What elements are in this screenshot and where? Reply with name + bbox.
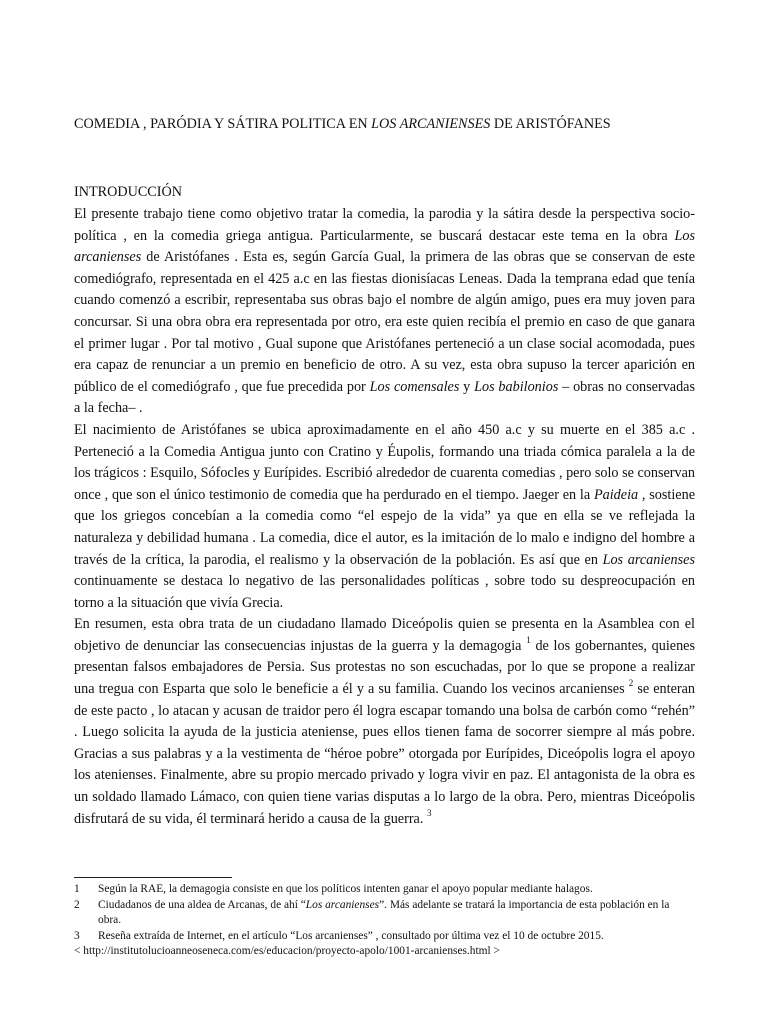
paragraph-text: El presente trabajo tiene como objetivo tratar la comedia, la parodia y la sátira desde la perspectiva socio-política , en la comedia griega antigua. Particularmente, se buscará destacar este tema en la obra	[74, 206, 695, 244]
paragraph-text: se enteran de este pacto , lo atacan y acusan de traidor pero él logra escapar tomando una bolsa de carbón como “rehén” . Luego solicita la ayuda de la justicia ateniense, pues ellos tienen fama de socorrer siempre al más pobre. Gracias a sus palabras y a la vestimenta de “héroe pobre” otorgada por Eurípides, Diceópolis logra el apoyo los atenienses. Finalmente, abre su propio mercado privado y logra vivir en paz. El antagonista de la obra es un soldado llamado Lámaco, con quien tiene varias disputas a lo largo de la obra. Pero, mientras Diceópolis disfrutará de su vida, él terminará herido a causa de la guerra.	[74, 681, 695, 827]
footnote-text: Según la RAE, la demagogia consiste en que los políticos intenten ganar el apoyo popular mediante halagos.	[98, 883, 593, 895]
footnote-text: Reseña extraída de Internet, en el artículo “Los arcanienses” , consultado por última vez el 10 de octubre 2015.	[98, 929, 604, 942]
work-title: Los arcanienses	[602, 551, 695, 568]
footnote-1	[74, 882, 695, 898]
footnote-text-part: ”. Más adelante se tratará la importancia de esta población en la obra.	[98, 898, 670, 926]
footnote-text-part: Ciudadanos de una aldea de Arcanas, de ahí “	[98, 898, 306, 911]
footnote-separator	[74, 877, 232, 878]
footnotes	[74, 882, 695, 960]
footnote-3	[74, 929, 695, 945]
paragraph-text: – obras no conservadas a la fecha– .	[74, 378, 695, 417]
paragraph-1	[74, 204, 695, 420]
document-title	[74, 115, 714, 133]
paragraph-text: y	[459, 378, 475, 395]
work-title: Los arcanienses	[74, 227, 695, 266]
footnote-url-link[interactable]: < http://institutolucioanneoseneca.com/es/educacion/proyecto-apolo/1001-arcanienses.html >	[74, 945, 500, 957]
work-title: Los arcanienses	[305, 898, 380, 911]
paragraph-text: En resumen, esta obra trata de un ciudadano llamado Diceópolis quien se presenta en la Asamblea con el objetivo de denunciar las consecuencias injustas de la guerra y la demagogia	[74, 616, 695, 654]
paragraph-3	[74, 614, 695, 830]
footnote-number: 1	[74, 883, 80, 895]
paragraph-text: , sostiene que los griegos concebían a la comedia como “el espejo de la vida” ya que en ella se ve reflejada la naturaleza y debilidad humana . La comedia, dice el autor, es la imitación de lo malo e indigno del hombre a través de la crítica, la parodia, el realismo y la observación de la población. Es así que en	[74, 486, 695, 568]
title-text-end: DE ARISTÓFANES	[490, 116, 611, 132]
document-body	[74, 204, 695, 830]
footnote-2	[74, 898, 695, 929]
work-title: Paideia	[593, 486, 639, 503]
title-work-name: LOS ARCANIENSES	[371, 116, 491, 132]
paragraph-text: de los gobernantes, quienes presentan falsos embajadores de Persia. Sus protestas no son escuchadas, por lo que se propone a realizar una tregua con Esparta que solo le beneficie a él y a su familia. Cuando los vecinos arcanienses	[74, 637, 695, 698]
footnote-ref-1[interactable]: 1	[526, 635, 531, 646]
footnote-ref-3[interactable]: 3	[426, 807, 432, 818]
paragraph-text: continuamente se destaca lo negativo de las personalidades políticas , sobre todo su despreocupación en torno a la situación que vivía Grecia.	[74, 573, 695, 611]
paragraph-text: El nacimiento de Aristófanes se ubica aproximadamente en el año 450 a.c y su muerte en el 385 a.c . Perteneció a la Comedia Antigua junto con Cratino y Éupolis, formando una triada cómica paralela a la de los trágicos : Esquilo, Sófocles y Eurípides. Escribió alrededor de cuarenta comedias , pero solo se conservan once , que son el único testimonio de comedia que ha perdurado en el tiempo. Jaeger en la	[74, 421, 695, 503]
paragraph-2	[74, 420, 695, 614]
footnote-number: 3	[74, 929, 80, 942]
title-text: COMEDIA , PARÓDIA Y SÁTIRA POLITICA EN	[74, 116, 372, 132]
footnote-ref-2[interactable]: 2	[628, 678, 634, 689]
footnote-number: 2	[74, 898, 80, 911]
work-title: Los comensales	[369, 378, 460, 395]
section-heading-introduccion: INTRODUCCIÓN	[74, 184, 182, 200]
work-title: Los babilonios	[474, 378, 559, 395]
paragraph-text: de Aristófanes . Esta es, según García Gual, la primera de las obras que se conservan de este comediógrafo, representada en el 425 a.c en las fiestas dionisíacas Leneas. Dada la temprana edad que tenía cuando comenzó a escribir, representaba sus obras bajo el nombre de algún amigo, pues era muy joven para concursar. Si una obra obra era representada por otro, era este quien recibía el premio en caso de que ganara el primer lugar . Por tal motivo , Gual supone que Aristófanes perteneció a un clase social acomodada, pues era capaz de renunciar a un premio en beneficio de otro. A su vez, esta obra supuso la tercer aparición en público de el comediógrafo , que fue precedida por	[74, 249, 695, 395]
footnote-text	[98, 898, 695, 929]
